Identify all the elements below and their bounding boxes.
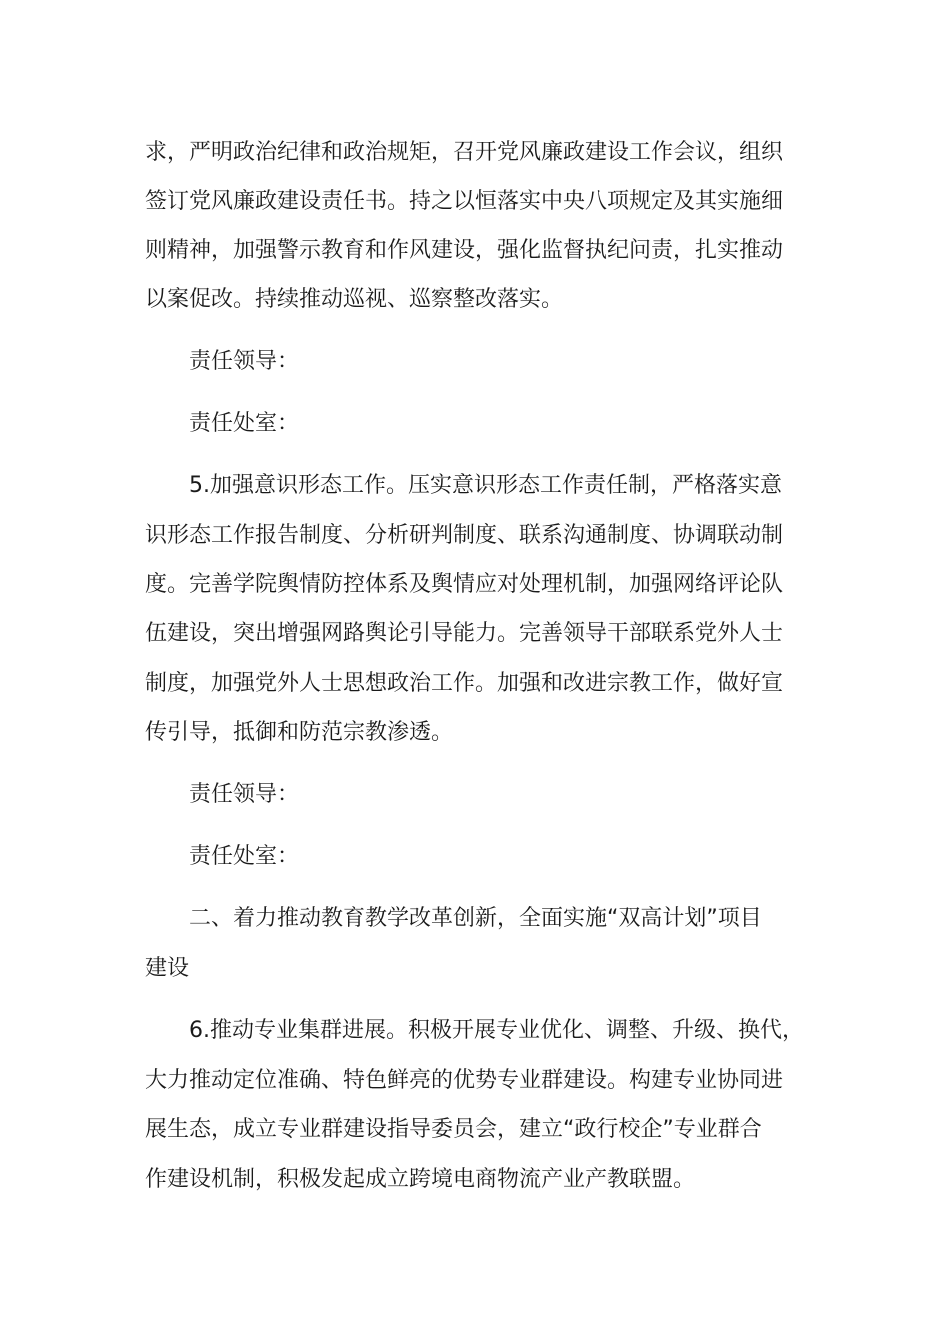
- text-line: 6.推动专业集群进展。积极开展专业优化、调整、升级、换代，: [189, 1018, 804, 1043]
- text-line: 度。完善学院舆情防控体系及舆情应对处理机制，加强网络评论队: [145, 572, 784, 597]
- text-line: 传引导，抵御和防范宗教渗透。: [145, 720, 454, 745]
- responsible-office-label: 责任处室：: [189, 411, 300, 436]
- text-line: 识形态工作报告制度、分析研判制度、联系沟通制度、协调联动制: [145, 523, 784, 548]
- text-line: 求，严明政治纪律和政治规矩，召开党风廉政建设工作会议，组织: [145, 140, 784, 165]
- text-line: 展生态，成立专业群建设指导委员会，建立“政行校企”专业群合: [145, 1117, 762, 1142]
- text-line: 伍建设，突出增强网路舆论引导能力。完善领导干部联系党外人士: [145, 621, 784, 646]
- text-line: 5.加强意识形态工作。压实意识形态工作责任制，严格落实意: [189, 473, 782, 498]
- text-line: 制度，加强党外人士思想政治工作。加强和改进宗教工作，做好宣: [145, 671, 784, 696]
- responsible-office-label: 责任处室：: [189, 844, 300, 869]
- responsible-leader-label: 责任领导：: [189, 349, 300, 374]
- text-line: 则精神，加强警示教育和作风建设，强化监督执纪问责，扎实推动: [145, 238, 784, 263]
- text-line: 以案促改。持续推动巡视、巡察整改落实。: [145, 287, 564, 312]
- section-heading-line: 建设: [145, 956, 190, 981]
- text-line: 签订党风廉政建设责任书。持之以恒落实中央八项规定及其实施细: [145, 189, 784, 214]
- section-heading-line: 二、着力推动教育教学改革创新，全面实施“双高计划”项目: [189, 906, 762, 931]
- responsible-leader-label: 责任领导：: [189, 782, 300, 807]
- text-line: 作建设机制，积极发起成立跨境电商物流产业产教联盟。: [145, 1167, 696, 1192]
- text-line: 大力推动定位准确、特色鲜亮的优势专业群建设。构建专业协同进: [145, 1068, 784, 1093]
